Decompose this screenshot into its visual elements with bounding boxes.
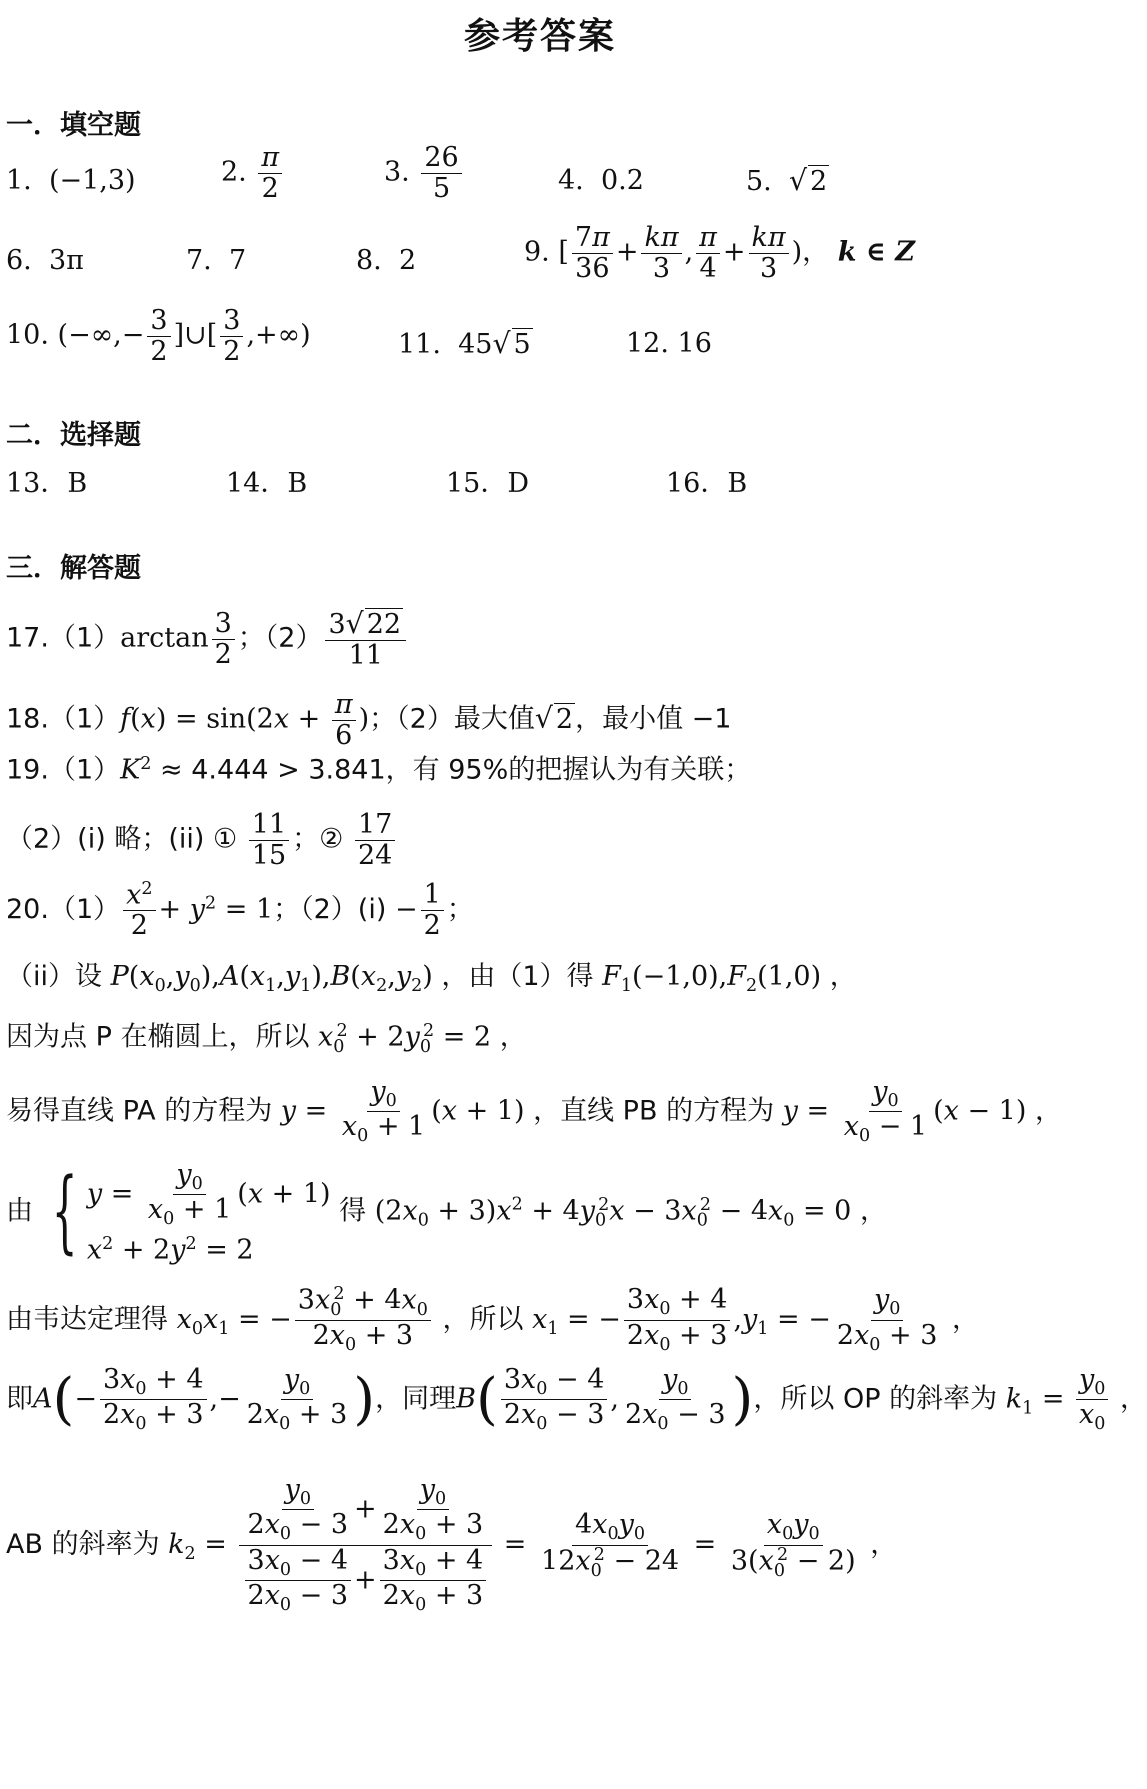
- answer-14: 14．B: [226, 468, 308, 499]
- answer-1: 1. (−1,3): [6, 165, 136, 196]
- solution-20-lines: 易得直线 PA 的方程为 y = $\frac{y_0}{x_0 + 1}$ (x + 1) ，直线 PB 的方程为 y = $\frac{y_0}{x_0 - 1}$ (x − 1) ，: [6, 1076, 1062, 1147]
- solution-19-line1: $19.(1)K^2 \approx 4.444 > 3.841$，有 95%的把握认为有关联；: [6, 754, 752, 786]
- solution-20-line1: 20.（1） $\frac{x^2}{2}$ + $y^2 = 1$；（2）(i) − $\frac{1}{2}$ ；: [6, 879, 474, 942]
- answer-4: 4. 0.2: [558, 165, 644, 196]
- answer-3: 3. $\frac{26}{5}$: [384, 143, 465, 203]
- answer-2: 2. $\frac{\pi}{2}$: [221, 143, 285, 203]
- page-title: 参考答案: [463, 16, 616, 57]
- answer-5: 5. √ 2: [746, 164, 828, 197]
- section-solve-heading: 三．解答题: [6, 553, 141, 584]
- section-choice-heading: 二．选择题: [6, 420, 141, 451]
- answer-13: 13．B: [6, 468, 88, 499]
- solution-20-vieta: 由韦达定理得 $x_0x_1$ = − $\frac{3x_0^2 + 4x_0}{2x_0 + 3}$ ，所以 $x_1$ = − $\frac{3x_0 + 4}{2x_0 + 3}$ $,y_1$ = − $\frac{y_0}{2x_0 + 3}$ ，: [6, 1284, 980, 1356]
- solution-17: 17.（1）arctan $\frac{3}{2}$ ；（2） $\frac{3√ 22}{11}$: [6, 608, 409, 670]
- solution-18: 18.（1）f(x) = sin(2x + $\frac{\pi}{6}$ )；（2）最大值√ 2，最小值 −1: [6, 689, 732, 751]
- solution-20-points: 即A(− $\frac{3x_0 + 4}{2x_0 + 3}$ ,− $\frac{y_0}{2x_0 + 3}$ )，同理B( $\frac{3x_0 - 4}{2x_0 - 3}$ , $\frac{y_0}{2x_0 - 3}$ )，所以 OP 的斜率为 $k_1$ = $\frac{y_0}{x_0}$ ，: [6, 1364, 1147, 1435]
- solution-19-line2: （2）(i) 略；(ii) ① $\frac{11}{15}$ ；② $\frac{17}{24}$: [6, 810, 398, 870]
- solution-20-ab-slope: AB 的斜率为 $k_2$ = $\frac{y_0}{2x_0 - 3}$ + $\frac{y_0}{2x_0 + 3}$ $\frac{3x_0 - 4}{2x_0 - 3}$ + $\frac{3x_0 + 4}{2x_0 + 3}$ = $\frac{4x_0y_0}{12x_0^2 - 24}$ = $\frac{x_0y_0}{3(x_0^2 - 2)}$ ，: [6, 1474, 898, 1616]
- answer-7: 7. 7: [186, 245, 247, 276]
- answer-9: 9. [ $\frac{7\pi}{36}$ + $\frac{k\pi}{3}$ , $\frac{\pi}{4}$ + $\frac{k\pi}{3}$ )， k ∈ Z: [524, 222, 915, 284]
- answer-11: 11. 45√ 5: [398, 327, 531, 360]
- answer-15: 15．D: [446, 468, 530, 499]
- answer-6: 6. 3π: [6, 245, 84, 276]
- answer-16: 16．B: [666, 468, 748, 499]
- solution-20-ellipse: 因为点 P 在椭圆上，所以 $x_0^2 + 2y_0^2 = 2$ ，: [6, 1021, 527, 1057]
- answer-8: 8. 2: [356, 245, 417, 276]
- solution-20-ii: （ii）设 $P(x_0,y_0),A(x_1,y_1),B(x_2,y_2)$ ，由（1）得 $F_1(-1,0),F_2(1,0)$ ，: [6, 961, 857, 997]
- solution-20-system: 由 { y = $\frac{y_0}{x_0 + 1}$ (x + 1) $x^2 + 2y^2 = 2$ 得 $(2x_0 + 3)x^2 + 4y_0^2x - 3x_0^2 - 4x_0 = 0$ ，: [6, 1158, 887, 1266]
- answer-12: 12. 16: [626, 328, 712, 359]
- answer-10: 10. (−∞,− $\frac{3}{2}$ ]∪[ $\frac{3}{2}$ ,+∞): [6, 305, 311, 367]
- section-fill-heading: 一．填空题: [6, 110, 141, 141]
